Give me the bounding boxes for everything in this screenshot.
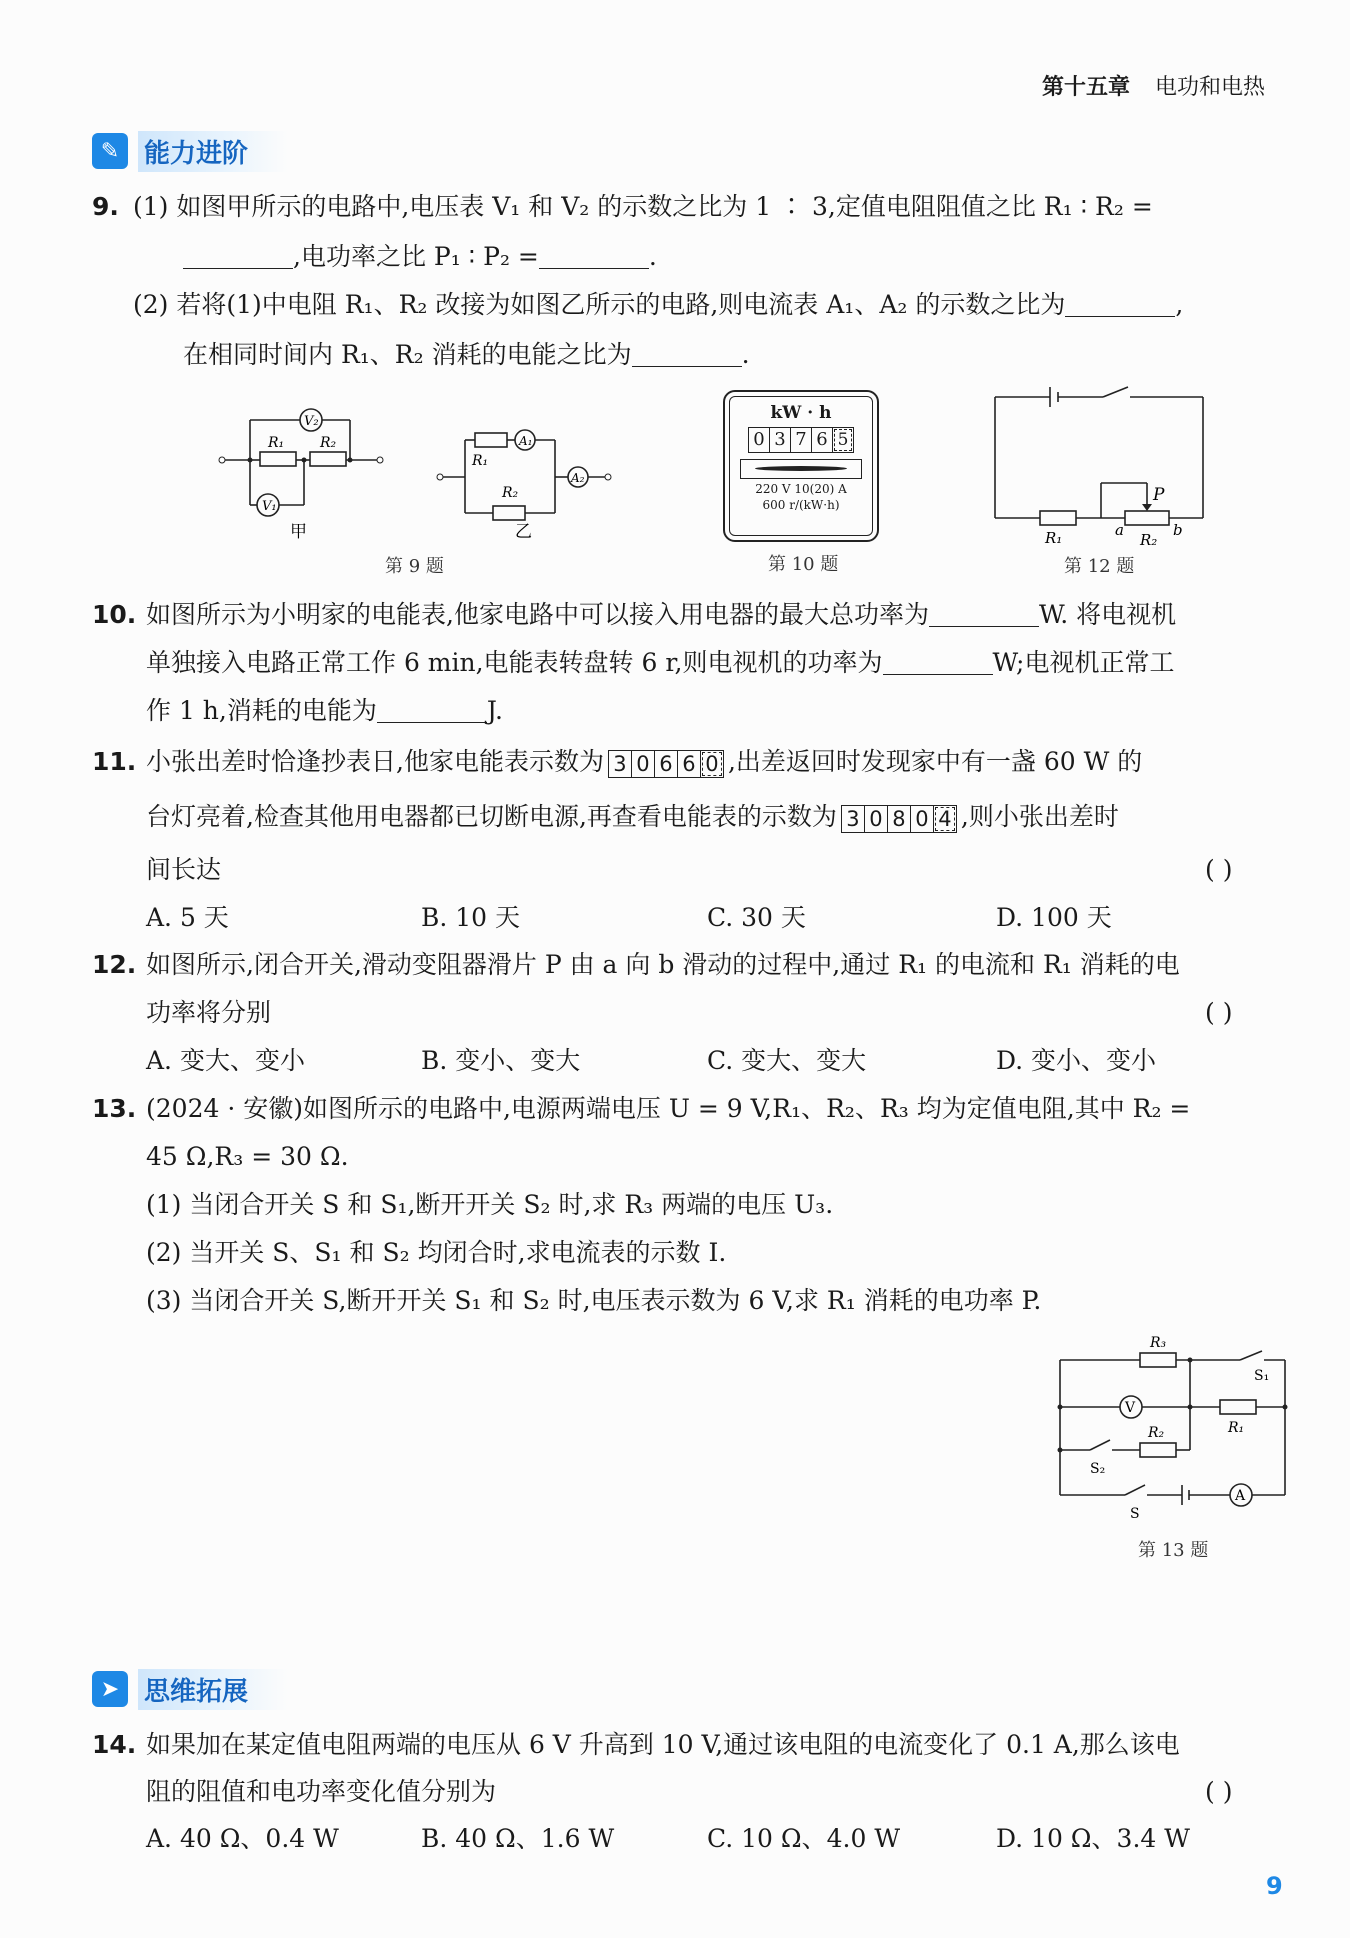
q9-number: 9. xyxy=(92,192,119,221)
q14-number: 14. xyxy=(92,1730,137,1759)
q11-option-d[interactable]: D. 100 天 xyxy=(996,903,1112,932)
svg-text:R₃: R₃ xyxy=(1150,1335,1167,1351)
q12-option-b[interactable]: B. 变小、变大 xyxy=(421,1046,581,1075)
q13-sub3: (3) 当闭合开关 S,断开开关 S₁ 和 S₂ 时,电压表示数为 6 V,求 R₁ 消耗的电功率 P. xyxy=(146,1286,1042,1315)
q11-line3: 间长达 xyxy=(146,855,222,884)
svg-text:A: A xyxy=(1235,1488,1246,1504)
q12-number: 12. xyxy=(92,950,137,979)
q12-option-c[interactable]: C. 变大、变大 xyxy=(707,1046,867,1075)
q14-option-b[interactable]: B. 40 Ω、1.6 W xyxy=(421,1824,615,1853)
q11-line2 xyxy=(146,800,1119,834)
meter-revolutions: 600 r/(kW·h) xyxy=(762,498,840,512)
svg-text:S₁: S₁ xyxy=(1254,1368,1270,1384)
q12-line2: 功率将分别 xyxy=(146,998,272,1027)
meter-digit: 7 xyxy=(791,428,812,452)
answer-blank[interactable] xyxy=(632,342,742,367)
svg-text:b: b xyxy=(1173,521,1183,539)
svg-text:R₂: R₂ xyxy=(1148,1425,1165,1441)
q11-option-b[interactable]: B. 10 天 xyxy=(421,903,521,932)
svg-text:S₂: S₂ xyxy=(1090,1461,1106,1477)
q14-answer-paren[interactable]: ( ) xyxy=(1205,1777,1233,1806)
q11-number: 11. xyxy=(92,747,137,776)
svg-text:V: V xyxy=(1125,1400,1136,1416)
figure-9-circuits xyxy=(210,395,630,550)
svg-text:A₁: A₁ xyxy=(519,434,533,448)
meter-digit: 0 xyxy=(749,428,770,452)
q14-line1: 如果加在某定值电阻两端的电压从 6 V 升高到 10 V,通过该电阻的电流变化了 0.1 A,那么该电 xyxy=(146,1730,1180,1759)
q10-text: 作 1 h,消耗的电能为 xyxy=(146,696,377,725)
q9-part2-line1: (2) 若将(1)中电阻 R₁、R₂ 改接为如图乙所示的电路,则电流表 A₁、A₂ 的示数之比为 , xyxy=(133,290,1184,319)
q11-line1 xyxy=(146,745,1142,779)
svg-text:R₁: R₁ xyxy=(1045,529,1063,547)
label-yi: 乙 xyxy=(515,522,532,542)
q9-part1-line2: ,电功率之比 P₁ ∶ P₂ = . xyxy=(183,240,657,274)
meter-disc-icon xyxy=(755,466,847,471)
meter-reading-before: 3 0 6 6 0 xyxy=(608,750,724,778)
fig13-caption: 第 13 题 xyxy=(1138,1540,1209,1561)
q13-sub2: (2) 当开关 S、S₁ 和 S₂ 均闭合时,求电流表的示数 I. xyxy=(146,1238,727,1267)
meter-digit: 3 xyxy=(770,428,791,452)
circuit-jia xyxy=(222,409,380,516)
svg-text:A₂: A₂ xyxy=(571,471,585,485)
svg-text:R₂: R₂ xyxy=(1140,531,1158,549)
q9-part2-text: (2) 若将(1)中电阻 R₁、R₂ 改接为如图乙所示的电路,则电流表 A₁、A₂ 的示数之比为 xyxy=(133,290,1066,319)
q11-option-c[interactable]: C. 30 天 xyxy=(707,903,806,932)
q11-text: ,则小张出差时 xyxy=(960,802,1119,831)
section-advance-heading xyxy=(92,130,288,172)
rocket-icon: ➤ xyxy=(92,1671,128,1707)
svg-text:R₁: R₁ xyxy=(472,453,489,469)
chapter-number: 第十五章 xyxy=(1042,74,1131,100)
q12-line1: 如图所示,闭合开关,滑动变阻器滑片 P 由 a 向 b 滑动的过程中,通过 R₁ 的电流和 R₁ 消耗的电 xyxy=(146,950,1180,979)
q11-answer-paren[interactable]: ( ) xyxy=(1205,855,1233,884)
q14-option-d[interactable]: D. 10 Ω、3.4 W xyxy=(996,1824,1190,1853)
q9-part1-line1: (1) 如图甲所示的电路中,电压表 V₁ 和 V₂ 的示数之比为 1 ∶ 3,定值电阻阻值之比 R₁ ∶ R₂ = xyxy=(133,192,1153,221)
meter-digits xyxy=(748,427,854,453)
q12-option-d[interactable]: D. 变小、变小 xyxy=(996,1046,1157,1075)
meter-rating: 220 V 10(20) A xyxy=(755,482,847,496)
q11-text: ,出差返回时发现家中有一盏 60 W 的 xyxy=(727,747,1143,776)
figure-13-circuit xyxy=(1050,1325,1295,1525)
svg-text:R₁: R₁ xyxy=(1228,1420,1245,1436)
q10-text: J. xyxy=(486,696,503,725)
q10-text: 如图所示为小明家的电能表,他家电路中可以接入用电器的最大总功率为 xyxy=(146,600,929,629)
q13-line2: 45 Ω,R₃ = 30 Ω. xyxy=(146,1142,349,1171)
answer-blank[interactable] xyxy=(377,698,487,723)
q9-power-ratio-text: ,电功率之比 P₁ ∶ P₂ = xyxy=(293,242,539,271)
q11-text: 小张出差时恰逢抄表日,他家电能表示数为 xyxy=(146,747,604,776)
meter-disc-window xyxy=(740,459,862,479)
q14-option-a[interactable]: A. 40 Ω、0.4 W xyxy=(146,1824,339,1853)
q12-answer-paren[interactable]: ( ) xyxy=(1205,998,1233,1027)
figure-12-circuit xyxy=(985,385,1215,550)
q10-line3 xyxy=(146,694,503,728)
electric-meter-figure xyxy=(723,390,879,542)
q10-number: 10. xyxy=(92,600,137,629)
meter-digit-decimal: 5 xyxy=(834,429,852,451)
label-r2: R₂ xyxy=(320,435,337,451)
meter-unit: kW · h xyxy=(770,403,832,423)
q10-line1 xyxy=(146,598,1176,632)
fig12-caption: 第 12 题 xyxy=(1064,556,1135,577)
q10-text: W. 将电视机 xyxy=(1038,600,1177,629)
answer-blank[interactable] xyxy=(929,602,1039,627)
q13-sub1: (1) 当闭合开关 S 和 S₁,断开开关 S₂ 时,求 R₃ 两端的电压 U₃. xyxy=(146,1190,834,1219)
q13-line1: (2024 · 安徽)如图所示的电路中,电源两端电压 U = 9 V,R₁、R₂、R₃ 均为定值电阻,其中 R₂ = xyxy=(146,1094,1191,1123)
meter-reading-after: 3 0 8 0 4 xyxy=(841,805,957,833)
label-v2: V₂ xyxy=(304,414,319,429)
svg-text:R₂: R₂ xyxy=(502,485,519,501)
label-jia: 甲 xyxy=(290,522,307,542)
q11-text: 台灯亮着,检查其他用电器都已切断电源,再查看电能表的示数为 xyxy=(146,802,837,831)
q11-option-a[interactable]: A. 5 天 xyxy=(146,903,229,932)
answer-blank[interactable] xyxy=(539,244,649,269)
q14-option-c[interactable]: C. 10 Ω、4.0 W xyxy=(707,1824,901,1853)
q13-number: 13. xyxy=(92,1094,137,1123)
section-extend-label: 思维拓展 xyxy=(138,1669,288,1710)
q12-option-a[interactable]: A. 变大、变小 xyxy=(146,1046,305,1075)
q9-part2-line2: 在相同时间内 R₁、R₂ 消耗的电能之比为 . xyxy=(183,340,750,369)
svg-text:S: S xyxy=(1130,1506,1140,1522)
section-advance-label: 能力进阶 xyxy=(138,131,288,172)
label-p: P xyxy=(1153,485,1165,505)
label-v1: V₁ xyxy=(262,499,277,514)
fig9-caption: 第 9 题 xyxy=(385,556,444,577)
running-header xyxy=(1042,70,1265,105)
page-number: 9 xyxy=(1266,1872,1283,1900)
meter-digit: 6 xyxy=(812,428,833,452)
label-r1: R₁ xyxy=(268,435,285,451)
q10-line2 xyxy=(146,646,1174,680)
q10-text: 单独接入电路正常工作 6 min,电能表转盘转 6 r,则电视机的功率为 xyxy=(146,648,883,677)
answer-blank[interactable] xyxy=(1065,292,1175,317)
q14-line2: 阻的阻值和电功率变化值分别为 xyxy=(146,1777,497,1806)
fig10-caption: 第 10 题 xyxy=(768,554,839,575)
q9-energy-ratio-text: 在相同时间内 R₁、R₂ 消耗的电能之比为 xyxy=(183,340,632,369)
answer-blank[interactable] xyxy=(883,650,993,675)
pencil-icon: ✎ xyxy=(92,133,128,169)
q10-text: W;电视机正常工 xyxy=(992,648,1175,677)
section-extend-heading xyxy=(92,1668,288,1710)
chapter-title: 电功和电热 xyxy=(1155,75,1266,100)
answer-blank[interactable] xyxy=(183,244,293,269)
svg-text:a: a xyxy=(1115,521,1124,539)
